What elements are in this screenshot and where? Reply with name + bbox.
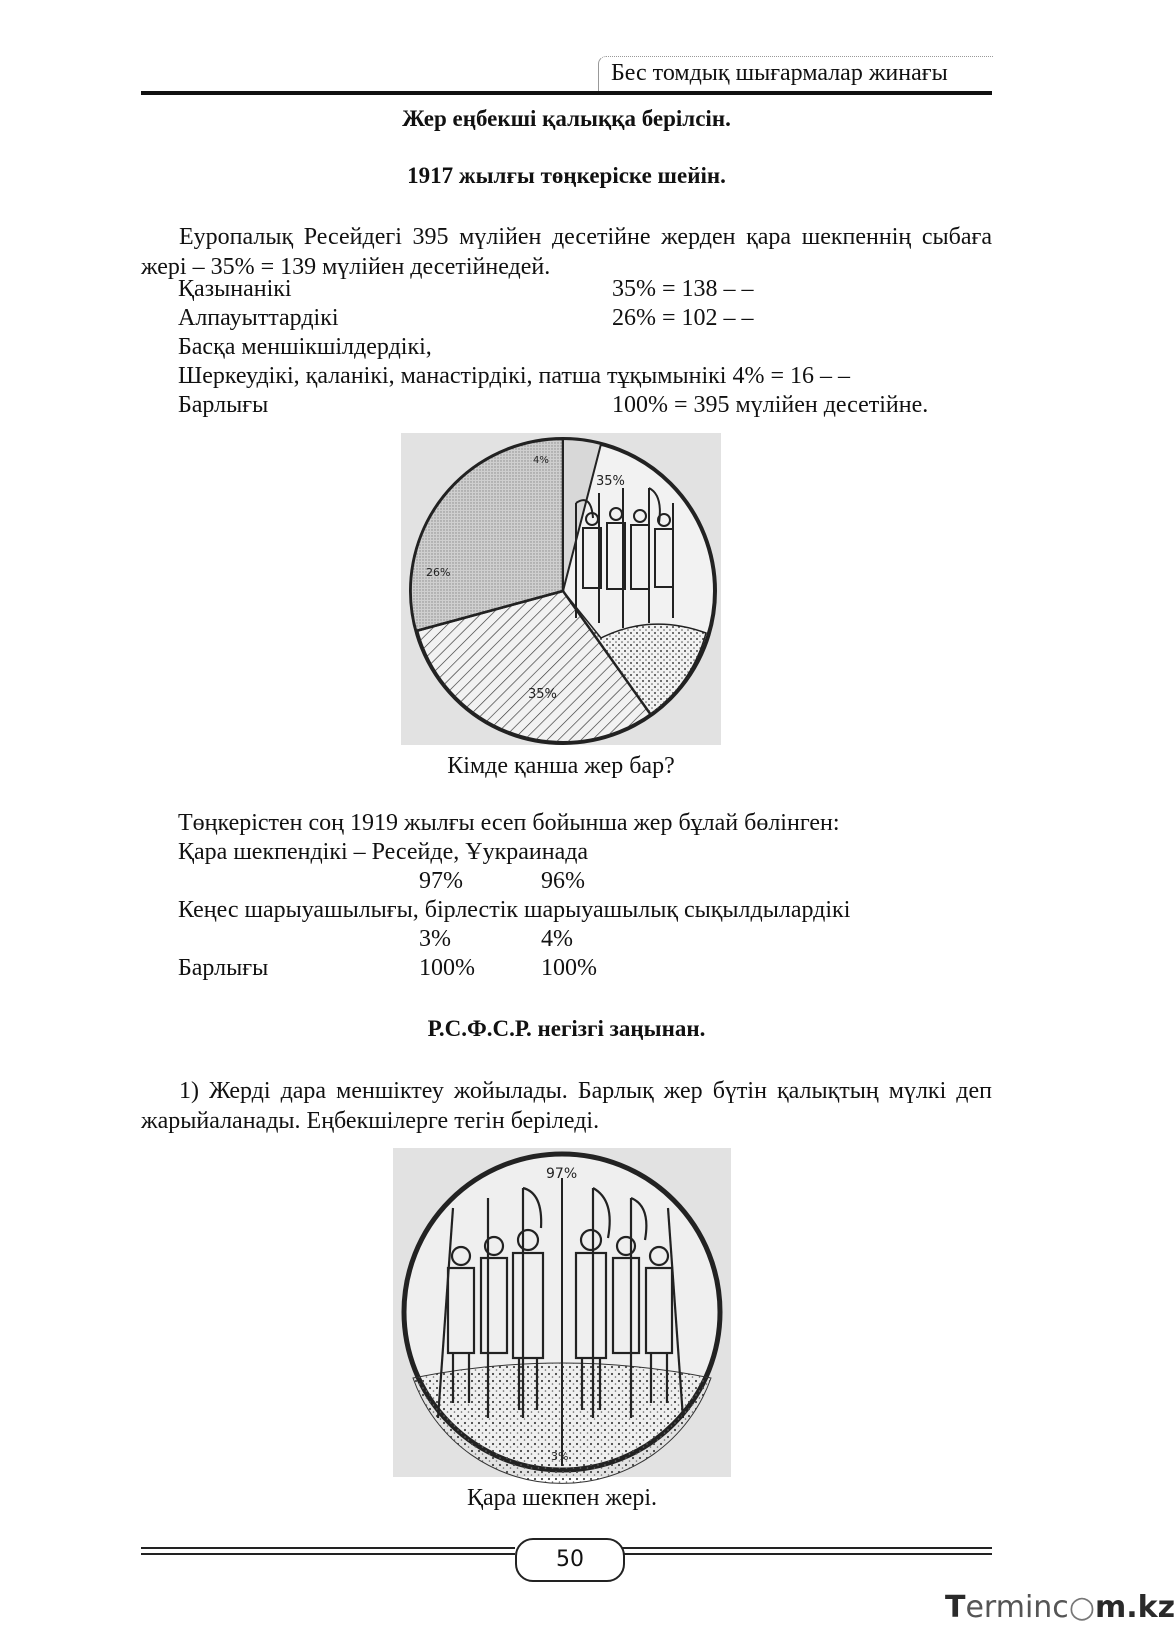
intro-paragraph: Еуропалық Ресейдегі 395 мүлійен десетійне жерден қара шекпеннің сыбаға жері – 35% = 139 мүлійен десетійнедей. bbox=[141, 224, 992, 280]
other-owners-line: Басқа меншікшілдердікі, bbox=[178, 334, 432, 360]
medallion-label-peasants: 97% bbox=[546, 1166, 578, 1182]
pie-label-treasury: 35% bbox=[528, 687, 557, 702]
watermark-t: T bbox=[945, 1590, 966, 1625]
medallion-label-soviet: 3% bbox=[551, 1450, 569, 1463]
land-row-value: 26% = 102 – – bbox=[612, 305, 754, 331]
land-row-label: Алпауыттардікі bbox=[178, 305, 339, 331]
pie-label-peasants: 35% bbox=[596, 474, 625, 489]
total2-label: Барлығы bbox=[178, 955, 269, 981]
total2-value-russia: 100% bbox=[419, 955, 475, 981]
peasant-land-figure bbox=[393, 1148, 731, 1477]
footer-rule-left bbox=[141, 1553, 515, 1555]
peasant-value-russia: 97% bbox=[419, 868, 463, 894]
soviet-value-ukraine: 4% bbox=[541, 926, 573, 952]
footer-rule-right bbox=[621, 1547, 992, 1549]
pie-label-landlords: 26% bbox=[426, 566, 451, 579]
heading-land-to-people: Жер еңбекші қалыққа берілсін. bbox=[402, 106, 731, 131]
header-rule bbox=[141, 91, 992, 95]
figure1-caption: Кімде қанша жер бар? bbox=[447, 753, 675, 779]
pie-label-church: 4% bbox=[533, 455, 549, 466]
footer-rule-right bbox=[621, 1553, 992, 1555]
figure2-caption: Қара шекпен жері. bbox=[466, 1485, 658, 1511]
page-number: 50 bbox=[515, 1538, 625, 1582]
watermark-o-icon: ○ bbox=[1068, 1590, 1095, 1625]
law-paragraph: 1) Жерді дара меншіктеу жойылады. Барлық жер бүтін қалықтың мүлкі деп жарыйаланады. Еңбекшілерге тегін беріледі. bbox=[141, 1078, 992, 1134]
total-row-label: Барлығы bbox=[178, 392, 269, 418]
soviet-value-russia: 3% bbox=[419, 926, 451, 952]
watermark-end: m.kz bbox=[1095, 1590, 1175, 1625]
pie-engraving bbox=[401, 433, 721, 745]
land-distribution-figure bbox=[401, 433, 721, 745]
running-header-title: Бес томдық шығармалар жинағы bbox=[611, 60, 948, 86]
heading-rsfsr-law: Р.С.Ф.С.Р. негізгі заңынан. bbox=[427, 1016, 706, 1041]
after-revolution-intro: Төңкерістен соң 1919 жылғы есеп бойынша жер бұлай бөлінген: bbox=[178, 810, 840, 836]
church-line: Шеркеудікі, қаланікі, манастірдікі, патша тұқымынікі 4% = 16 – – bbox=[178, 363, 850, 389]
watermark-middle: erminc bbox=[965, 1590, 1069, 1625]
peasant-land-label: Қара шекпендікі – Ресейде, Ұукраинада bbox=[178, 839, 589, 865]
heading-before-1917: 1917 жылғы төңкеріске шейін. bbox=[407, 163, 726, 188]
total2-value-ukraine: 100% bbox=[541, 955, 597, 981]
land-row-label: Қазынанікі bbox=[178, 276, 292, 302]
site-watermark bbox=[945, 1590, 1175, 1625]
soviet-farms-label: Кеңес шарыуашылығы, бірлестік шарыуашылық сықылдылардікі bbox=[178, 897, 851, 923]
round-engraving bbox=[393, 1148, 731, 1477]
total-row-value: 100% = 395 мүлійен десетійне. bbox=[612, 392, 929, 418]
peasant-value-ukraine: 96% bbox=[541, 868, 585, 894]
land-row-value: 35% = 138 – – bbox=[612, 276, 754, 302]
footer-rule-left bbox=[141, 1547, 515, 1549]
